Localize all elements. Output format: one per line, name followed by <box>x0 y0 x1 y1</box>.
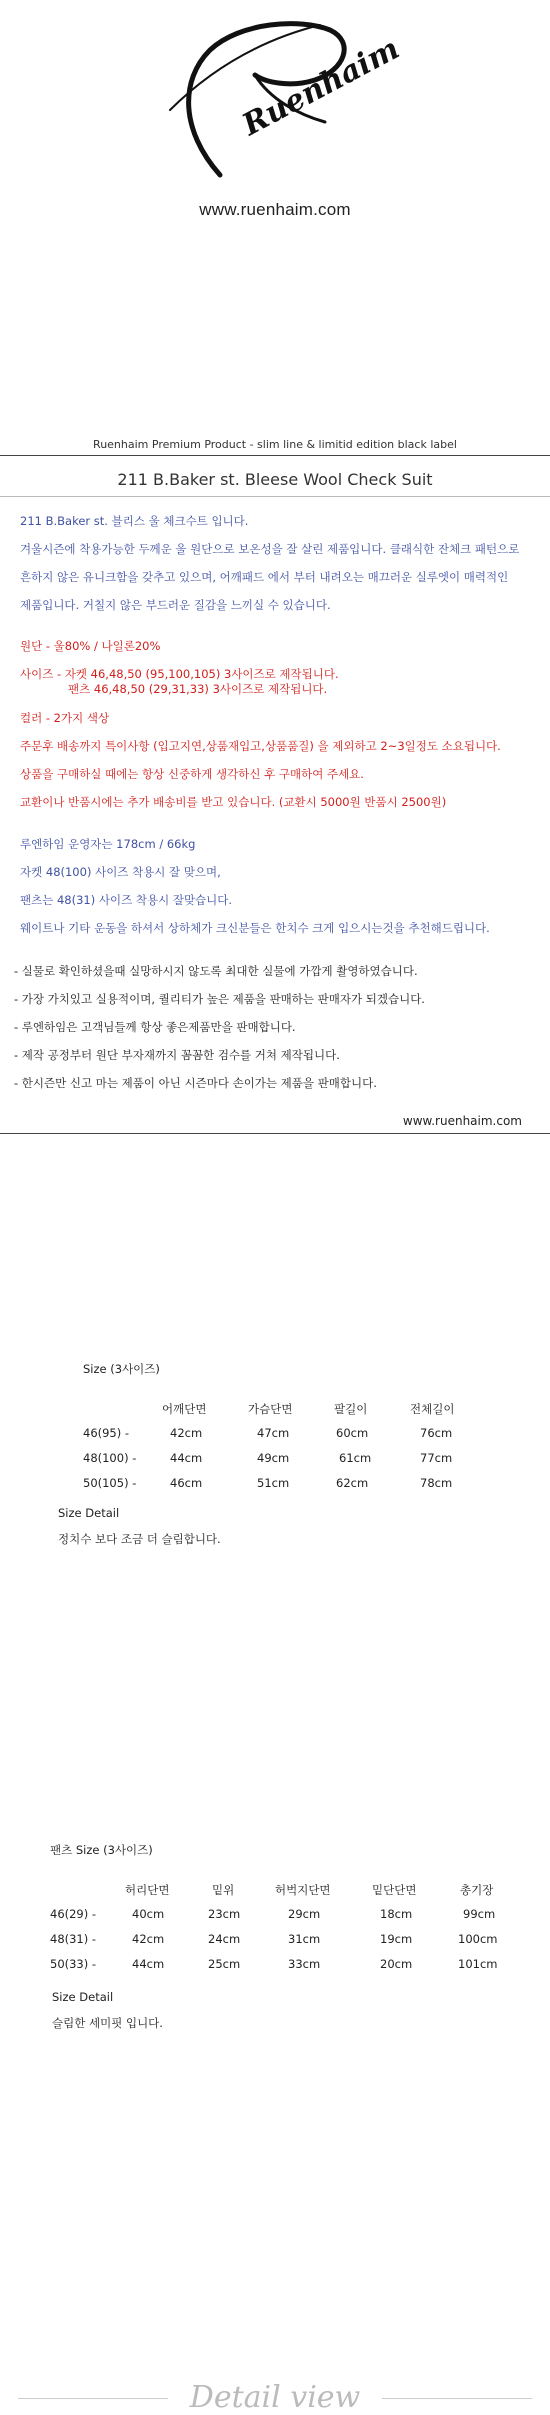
premium-subtitle: Ruenhaim Premium Product - slim line & limitid edition black label <box>93 438 457 451</box>
jacket-row-label: 50(105) - <box>83 1476 137 1490</box>
pants-cell: 101cm <box>458 1957 498 1971</box>
jacket-cell: 78cm <box>420 1476 453 1490</box>
jacket-cell: 46cm <box>170 1476 203 1490</box>
pants-header-rise: 밑위 <box>212 1883 235 1897</box>
divider <box>0 455 550 456</box>
brand-logo <box>0 0 550 200</box>
model-info-line: 팬츠는 48(31) 사이즈 착용시 잘맞습니다. <box>20 893 233 907</box>
divider <box>0 496 550 497</box>
divider <box>0 1133 550 1134</box>
pants-row-label: 46(29) - <box>50 1907 97 1921</box>
note-line: - 가장 가치있고 실용적이며, 퀄리티가 높은 제품을 판매하는 판매자가 되겠습니다. <box>14 992 425 1006</box>
pants-size-detail-text: 슬림한 세미핏 입니다. <box>52 2016 163 2030</box>
pants-row-label: 48(31) - <box>50 1932 97 1946</box>
pants-cell: 24cm <box>208 1932 241 1946</box>
jacket-size-title: Size (3사이즈) <box>83 1362 160 1376</box>
jacket-cell: 42cm <box>170 1426 203 1440</box>
pants-cell: 33cm <box>288 1957 321 1971</box>
note-line: - 제작 공정부터 원단 부자재까지 꼼꼼한 검수를 거쳐 제작됩니다. <box>14 1048 340 1062</box>
brand-url-bottom[interactable]: www.ruenhaim.com <box>402 1114 522 1128</box>
model-info-line: 루엔하임 운영자는 178cm / 66kg <box>20 837 196 851</box>
jacket-cell: 61cm <box>339 1451 372 1465</box>
pants-cell: 23cm <box>208 1907 241 1921</box>
description-line: 제품입니다. 거칠지 않은 부드러운 질감을 느끼실 수 있습니다. <box>20 598 331 612</box>
color-info: 컬러 - 2가지 색상 <box>20 711 110 725</box>
jacket-header-length: 전체길이 <box>410 1402 455 1416</box>
pants-header-length: 총기장 <box>460 1883 494 1897</box>
jacket-cell: 44cm <box>170 1451 203 1465</box>
exchange-info: 교환이나 반품시에는 추가 배송비를 받고 있습니다. (교환시 5000원 반품시 2500원) <box>20 795 447 809</box>
pants-header-thigh: 허벅지단면 <box>275 1883 331 1897</box>
pants-cell: 100cm <box>458 1932 498 1946</box>
jacket-header-chest: 가슴단면 <box>248 1402 293 1416</box>
pants-cell: 18cm <box>380 1907 413 1921</box>
product-title: 211 B.Baker st. Bleese Wool Check Suit <box>117 470 433 489</box>
model-info-line: 웨이트나 기타 운동을 하셔서 상하체가 크신분들은 한치수 크게 입으시는것을 추천해드립니다. <box>20 921 490 935</box>
size-info-pants: 팬츠 46,48,50 (29,31,33) 3사이즈로 제작됩니다. <box>68 682 328 696</box>
pants-header-hem: 밑단단면 <box>372 1883 417 1897</box>
fabric-info: 원단 - 울80% / 나일론20% <box>20 639 161 653</box>
jacket-cell: 77cm <box>420 1451 453 1465</box>
note-line: - 한시즌만 신고 마는 제품이 아닌 시즌마다 손이가는 제품을 판매합니다. <box>14 1076 377 1090</box>
description-line: 겨울시즌에 착용가능한 두께운 울 원단으로 보온성을 잘 살린 제품입니다. 클래식한 잔체크 패턴으로 <box>20 542 520 556</box>
note-line: - 실물로 확인하셨을때 실망하시지 않도록 최대한 실물에 가깝게 촬영하였습니다. <box>14 964 418 978</box>
pants-cell: 19cm <box>380 1932 413 1946</box>
note-line: - 루엔하임은 고객님들께 항상 좋은제품만을 판매합니다. <box>14 1020 296 1034</box>
pants-cell: 20cm <box>380 1957 413 1971</box>
brand-url[interactable]: www.ruenhaim.com <box>199 200 351 219</box>
logo-wordmark: Ruenhaim <box>236 31 406 143</box>
model-info-line: 자켓 48(100) 사이즈 착용시 잘 맞으며, <box>20 865 221 879</box>
jacket-cell: 76cm <box>420 1426 453 1440</box>
pants-size-detail-label: Size Detail <box>52 1990 114 2004</box>
shipping-info: 주문후 배송까지 특이사항 (입고지연,상품재입고,상품품질) 을 제외하고 2~3일정도 소요됩니다. <box>20 739 501 753</box>
pants-cell: 31cm <box>288 1932 321 1946</box>
pants-cell: 29cm <box>288 1907 321 1921</box>
pants-cell: 99cm <box>463 1907 496 1921</box>
jacket-cell: 47cm <box>257 1426 290 1440</box>
pants-header-waist: 허리단면 <box>125 1883 170 1897</box>
pants-cell: 25cm <box>208 1957 241 1971</box>
pants-size-title: 팬츠 Size (3사이즈) <box>50 1843 153 1857</box>
jacket-header-shoulder: 어깨단면 <box>162 1402 207 1416</box>
pants-cell: 44cm <box>132 1957 165 1971</box>
detail-view-heading: Detail view <box>189 2380 361 2415</box>
pants-row-label: 50(33) - <box>50 1957 97 1971</box>
jacket-size-detail-label: Size Detail <box>58 1506 120 1520</box>
pants-cell: 42cm <box>132 1932 165 1946</box>
pants-cell: 40cm <box>132 1907 165 1921</box>
jacket-header-sleeve: 팔길이 <box>334 1402 368 1416</box>
jacket-cell: 49cm <box>257 1451 290 1465</box>
description-line: 흔하지 않은 유니크함을 갖추고 있으며, 어깨패드 에서 부터 내려오는 매끄러운 실루엣이 매력적인 <box>20 570 509 584</box>
jacket-cell: 51cm <box>257 1476 290 1490</box>
purchase-caution: 상품을 구매하실 때에는 항상 신중하게 생각하신 후 구매하여 주세요. <box>20 767 364 781</box>
jacket-row-label: 48(100) - <box>83 1451 137 1465</box>
jacket-row-label: 46(95) - <box>83 1426 130 1440</box>
jacket-size-detail-text: 정치수 보다 조금 더 슬림합니다. <box>58 1532 221 1546</box>
jacket-cell: 60cm <box>336 1426 369 1440</box>
size-info: 사이즈 - 자켓 46,48,50 (95,100,105) 3사이즈로 제작됩니다. <box>20 667 339 681</box>
description-line: 211 B.Baker st. 블리스 울 체크수트 입니다. <box>20 514 249 528</box>
jacket-cell: 62cm <box>336 1476 369 1490</box>
